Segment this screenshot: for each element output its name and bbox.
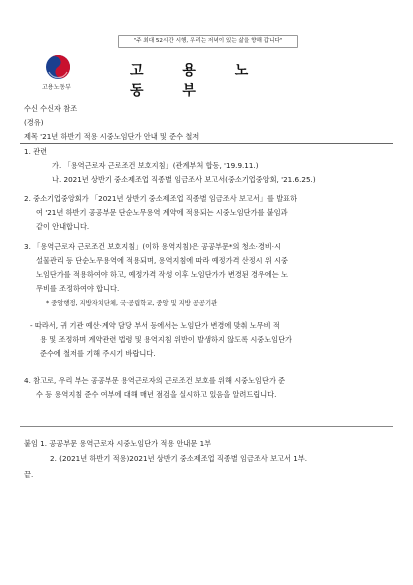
item2-line1: 2. 중소기업중앙회가 「2021년 상반기 중소제조업 직종별 임금조사 보고서」를 발표하	[24, 194, 298, 203]
slogan-box	[118, 35, 298, 48]
attachment-2: 2. (2021년 하반기 적용)2021년 상반기 중소제조업 직종별 임금조사 보고서 1부.	[50, 454, 307, 463]
via-line: (경유)	[24, 118, 44, 127]
item2-line2: 여 '21년 하반기 공공부문 단순노무용역 계약에 적용되는 시중노임단가를 붙임과	[36, 208, 288, 217]
attachment-divider	[20, 426, 393, 427]
item3-sub-line2: 용 및 조정하며 계약관련 법령 및 용역지침 위반이 발생하지 않도록 시중노임단가	[40, 335, 292, 344]
item3-sub-line3: 준수에 철저를 기해 주시기 바랍니다.	[40, 349, 156, 358]
recipient-line: 수신 수신자 참조	[24, 104, 78, 113]
item2-line3: 같이 안내합니다.	[36, 222, 90, 231]
item3-footnote: * 중앙행정, 지방자치단체, 국·공립학교, 중앙 및 지방 공공기관	[46, 300, 218, 307]
end-mark: 끝.	[24, 470, 34, 479]
item3-line4: 무비를 조정하여야 합니다.	[36, 284, 120, 293]
logo-caption: 고용노동부	[42, 84, 71, 91]
attachment-1: 붙임 1. 공공부문 용역근로자 시중노임단가 적용 안내문 1부	[24, 439, 212, 448]
item3-sub-line1: - 따라서, 귀 기관 예산·계약 담당 부서 등에서는 노임단가 변경에 맞춰 노무비 적	[30, 321, 280, 330]
ministry-logo	[45, 54, 71, 80]
subject-divider	[20, 143, 393, 144]
item1-a: 가. 「용역근로자 근로조건 보호지침」(관계부처 합동, '19.9.11.)	[52, 161, 259, 170]
subject-line: 제목 '21년 하반기 적용 시중노임단가 안내 및 준수 철저	[24, 132, 200, 141]
item4-line2: 수 등 용역지침 준수 여부에 대해 매년 점검을 실시하고 있음을 알려드립니다.	[36, 390, 277, 399]
item3-line2: 설물관리 등 단순노무용역에 적용되며, 용역지침에 따라 예정가격 산정시 위 시중	[36, 256, 288, 265]
slogan-text: "주 최대 52시간 시행, 우리는 저녁이 있는 삶을 향해 갑니다"	[133, 37, 283, 44]
item1-b: 나. 2021년 상반기 중소제조업 직종별 임금조사 보고서(중소기업중앙회, '21.6.25.)	[52, 175, 316, 184]
taegeuk-emblem-icon	[45, 54, 71, 80]
item3-line3: 노임단가를 적용하여야 하고, 예정가격 작성 이후 노임단가가 변경된 경우에는 노	[36, 270, 288, 279]
item3-line1: 3. 「용역근로자 근로조건 보호지침」(이하 용역지침)은 공공부문*의 청소·경비·시	[24, 242, 282, 251]
item1-title: 1. 관련	[24, 147, 48, 156]
ministry-title: 고 용 노 동 부	[130, 63, 266, 99]
item4-line1: 4. 참고로, 우리 부는 공공부문 용역근로자의 근로조건 보호를 위해 시중노임단가 준	[24, 376, 286, 385]
